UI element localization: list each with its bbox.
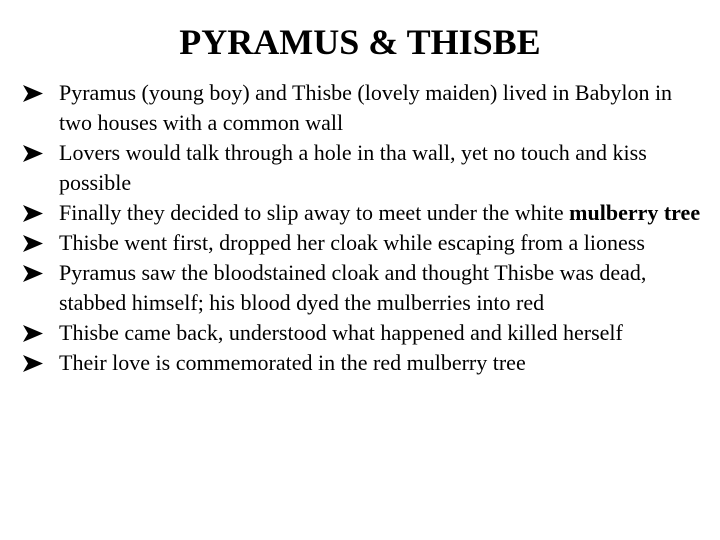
bullet-item: [22, 78, 702, 138]
bullet-item: [22, 318, 702, 348]
bullet-text: Lovers would talk through a hole in tha wall, yet no touch and kiss possible: [59, 140, 647, 195]
arrowhead-bullet-icon: [22, 198, 44, 228]
arrowhead-bullet-icon: [22, 78, 44, 108]
arrowhead-bullet-icon: [22, 318, 44, 348]
bullet-text: Pyramus saw the bloodstained cloak and thought Thisbe was dead, stabbed himself; his blood dyed the mulberries into red: [59, 260, 647, 315]
bullet-text: [59, 198, 702, 228]
bullet-item: [22, 348, 702, 378]
bullet-item: [22, 138, 702, 198]
bullet-list: [22, 78, 702, 378]
bullet-item: [22, 258, 702, 318]
bullet-text-plain: Finally they decided to slip away to meet under the white: [59, 200, 570, 225]
bullet-text-bold-term: mulberry tree: [569, 200, 701, 225]
bullet-text: Pyramus (young boy) and Thisbe (lovely maiden) lived in Babylon in two houses with a common wall: [59, 80, 673, 135]
arrowhead-bullet-icon: [22, 348, 44, 378]
arrowhead-bullet-icon: [22, 138, 44, 168]
bullet-text: Thisbe went first, dropped her cloak while escaping from a lioness: [59, 230, 645, 255]
arrowhead-bullet-icon: [22, 258, 44, 288]
arrowhead-bullet-icon: [22, 228, 44, 258]
bullet-item: [22, 228, 702, 258]
bullet-text: Their love is commemorated in the red mulberry tree: [59, 350, 526, 375]
bullet-item: [22, 198, 702, 228]
slide-title: PYRAMUS & THISBE: [179, 22, 541, 62]
bullet-text: Thisbe came back, understood what happened and killed herself: [59, 320, 623, 345]
